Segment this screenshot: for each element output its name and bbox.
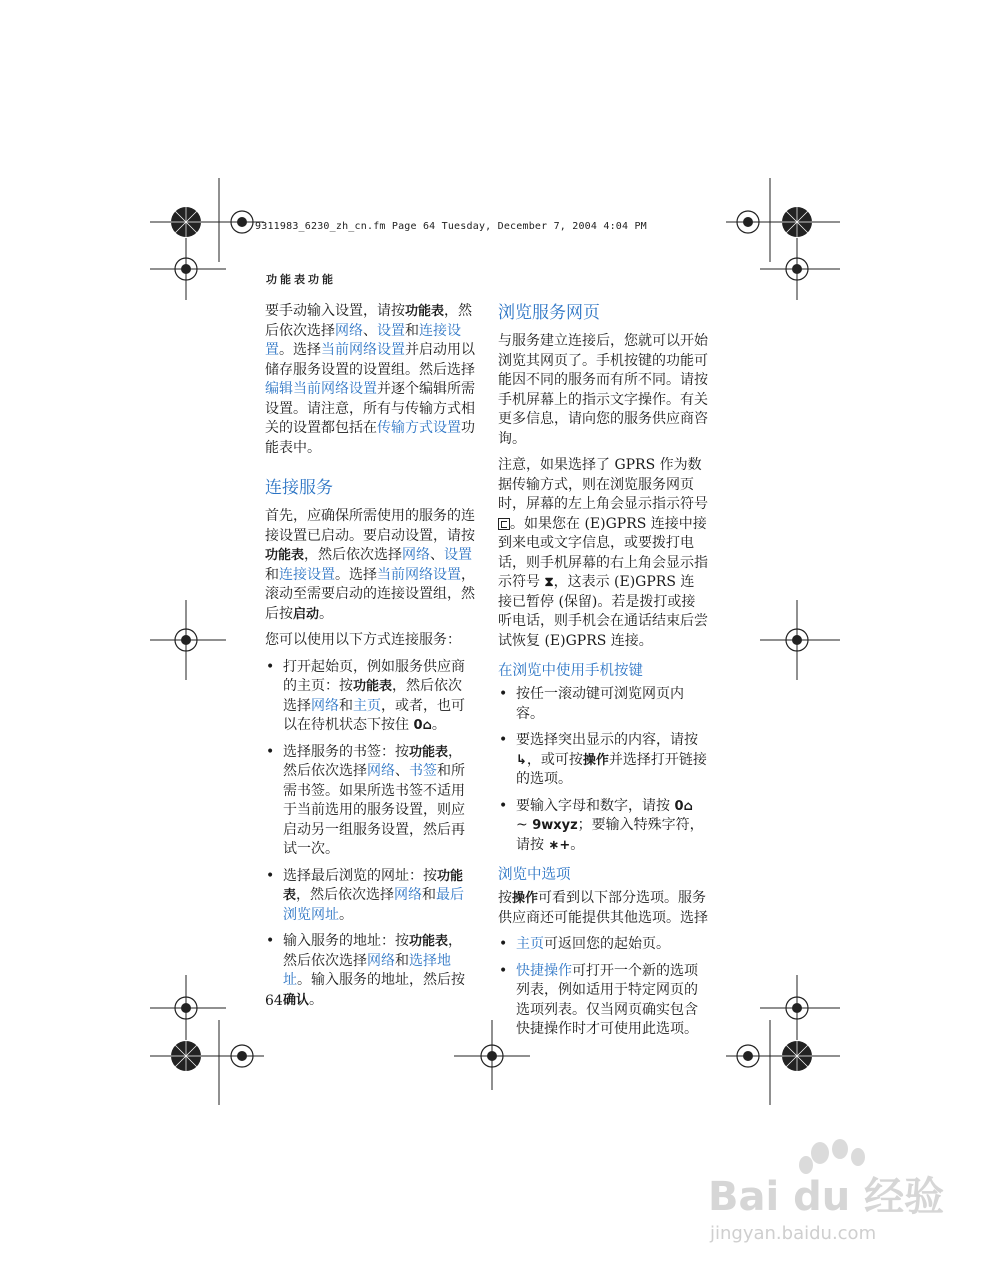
softkey-label: 功能表 (283, 868, 464, 903)
menu-term: 书签 (409, 763, 437, 779)
key-icon: ⧗ (544, 575, 554, 590)
text-run: 按 (498, 890, 512, 906)
list-item (498, 685, 708, 724)
gprs-note-paragraph (498, 456, 708, 651)
text-run: 。输入服务的地址，然后按 (297, 972, 465, 988)
list-item (265, 743, 475, 860)
text-run: ~ (516, 817, 533, 833)
key-icon: 9wxyz (532, 818, 578, 833)
menu-term: 网络 (311, 697, 339, 714)
text-run: 注意，如果选择了 GPRS 作为数据传输方式，则在浏览服务网页时，屏幕的左上角会显示指示符号 (498, 457, 708, 512)
softkey-label: 操作 (582, 752, 609, 768)
text-run: ，然后依次选择 (283, 743, 463, 779)
text-run: 可看到以下部分选项。服务供应商还可能提供其他选项。选择 (498, 890, 708, 926)
text-run: 、 (430, 547, 445, 563)
text-run: 。 (339, 906, 353, 923)
key-icon: ↳ (516, 752, 527, 768)
list-item (265, 867, 475, 926)
text-run: ，或可按 (526, 751, 583, 768)
menu-term: 编辑当前网络设置 (265, 381, 377, 397)
text-run: 要输入字母和数字，请按 (516, 797, 675, 814)
right-column (498, 302, 708, 1047)
file-info-header: 9311983_6230_zh_cn.fm Page 64 Tuesday, December 7, 2004 4:04 PM (255, 221, 647, 232)
text-run: 输入服务的地址：按 (283, 933, 409, 949)
list-item (265, 932, 475, 1010)
text-run: 并启动用以储存服务设置的设置组。然后选择 (265, 342, 475, 378)
text-run: 您可以使用以下方式连接服务： (265, 632, 461, 648)
text-run: 和 (339, 697, 353, 714)
menu-term: 网络 (367, 763, 395, 779)
browse-intro-paragraph (498, 332, 708, 449)
key-icon: 0⌂ (413, 718, 432, 733)
text-run: 、 (395, 763, 409, 779)
menu-term: 传输方式设置 (377, 420, 461, 436)
menu-term: 设置 (377, 322, 405, 339)
menu-term: 设置 (444, 547, 473, 563)
phone-keys-heading: 在浏览中使用手机按键 (498, 663, 643, 679)
page-number: 64 (265, 993, 283, 1009)
text-run: 和 (265, 566, 279, 583)
left-column (265, 302, 475, 1017)
menu-term: 主页 (516, 936, 544, 952)
menu-term: 当前网络设置 (321, 342, 405, 358)
menu-term: 当前网络设置 (377, 566, 461, 583)
text-run: 并逐个编辑所需设置。请注意，所有与传输方式相关的设置都包括在 (265, 381, 475, 436)
text-run: 按任一滚动键可浏览网页内容。 (516, 686, 684, 722)
text-run: ，这表示 (E)GPRS 连接已暂停 (保留)。若是拨打或接听电话，则手机会在通话结束后尝试恢复 (E)GPRS 连接。 (498, 574, 708, 649)
text-run: 。选择 (279, 342, 321, 358)
text-run: 首先，应确保所需使用的服务的连接设置已启动。要启动设置，请按 (265, 508, 475, 544)
menu-term: 选择地址 (283, 952, 451, 988)
text-run: 选择最后浏览的网址：按 (283, 867, 437, 884)
text-run: 。 (431, 717, 446, 733)
softkey-label: 启动 (293, 606, 320, 622)
text-run: 和 (395, 952, 409, 969)
softkey-label: 功能表 (353, 679, 393, 694)
softkey-label: 功能表 (409, 744, 449, 760)
list-item (498, 797, 708, 856)
baidu-watermark (700, 1135, 945, 1255)
key-icon: 0⌂ (674, 798, 693, 814)
section-label: 功能表功能 (266, 273, 336, 286)
menu-term: 连接设置 (279, 566, 335, 583)
text-run: 。 (309, 991, 324, 1008)
connect-intro-paragraph (265, 507, 475, 624)
text-run: 。 (570, 836, 585, 853)
browse-pages-heading: 浏览服务网页 (498, 303, 600, 323)
text-run: 和所需书签。如果所选书签不适用于当前选用的服务设置，则应启动另一组服务设置，然后再试一次。 (283, 763, 465, 857)
key-icon: ∗+ (548, 837, 571, 853)
phone-keys-list (498, 685, 708, 855)
text-run: 可打开一个新的选项列表，例如适用于特定网页的选项列表。仅当网页确实包含快捷操作时才可使用此选项。 (516, 962, 698, 1037)
text-run: 要选择突出显示的内容，请按 (516, 732, 698, 748)
list-item (498, 731, 708, 790)
text-run: 和 (422, 887, 437, 903)
text-run: 要手动输入设置，请按 (265, 303, 405, 319)
softkey-label: 功能表 (405, 304, 445, 319)
text-run: 。选择 (335, 566, 377, 583)
text-run: 、 (363, 322, 377, 339)
list-item (498, 935, 708, 955)
menu-term: 快捷操作 (516, 962, 572, 979)
list-item (498, 962, 708, 1040)
text-run: ，然后依次选择 (283, 678, 463, 714)
text-run: ，然后依次选择 (283, 933, 463, 969)
text-run: ，或者，也可以在待机状态下按住 (283, 697, 465, 733)
menu-term: 连接设置 (265, 322, 461, 358)
softkey-label: 确认 (283, 992, 310, 1008)
text-run: ，滚动至需要启动的连接设置组，然后按 (265, 566, 475, 622)
text-run: 打开起始页，例如服务供应商的主页：按 (283, 658, 465, 694)
softkey-label: 功能表 (265, 548, 305, 563)
manual-settings-paragraph (265, 302, 475, 458)
text-run: 并选择打开链接的选项。 (516, 751, 707, 787)
menu-term: 网络 (335, 322, 363, 339)
text-run: 选择服务的书签：按 (283, 743, 409, 760)
watermark-brand: Bai du 经验 (708, 1174, 945, 1220)
menu-term: 最后浏览网址 (283, 887, 465, 923)
text-run: ，然后依次选择 (296, 887, 395, 903)
connect-methods-paragraph (265, 631, 475, 651)
browse-options-heading: 浏览中选项 (498, 867, 571, 883)
text-run: ，然后依次选择 (304, 547, 403, 563)
softkey-label: 操作 (512, 891, 539, 906)
text-run: 。 (319, 605, 334, 622)
menu-term: 网络 (402, 547, 431, 563)
list-item (265, 658, 475, 736)
text-run: 与服务建立连接后，您就可以开始浏览其网页了。手机按键的功能可能因不同的服务而有所不同。请按手机屏幕上的指示文字操作。有关更多信息，请向您的服务供应商咨询。 (498, 333, 708, 447)
softkey-label: 功能表 (409, 934, 449, 949)
text-run: ，然后依次选择 (265, 303, 473, 339)
menu-term: 网络 (394, 887, 423, 903)
watermark-url: jingyan.baidu.com (710, 1223, 877, 1244)
options-list (498, 935, 708, 1040)
text-run: 。如果您在 (E)GPRS 连接中接到来电或文字信息，或要拨打电话，则手机屏幕的右上角会显示指示符号 (498, 515, 708, 590)
gprs-indicator-icon (498, 518, 510, 530)
text-run: 和 (405, 322, 419, 339)
connect-methods-list (265, 658, 475, 1011)
text-run: 功能表中。 (265, 420, 475, 456)
connect-service-heading: 连接服务 (265, 478, 333, 498)
menu-term: 主页 (353, 697, 381, 714)
options-intro-paragraph (498, 889, 708, 928)
menu-term: 网络 (367, 952, 395, 969)
text-run: 可返回您的起始页。 (544, 936, 670, 952)
text-run: ；要输入特殊字符，请按 (516, 817, 704, 853)
